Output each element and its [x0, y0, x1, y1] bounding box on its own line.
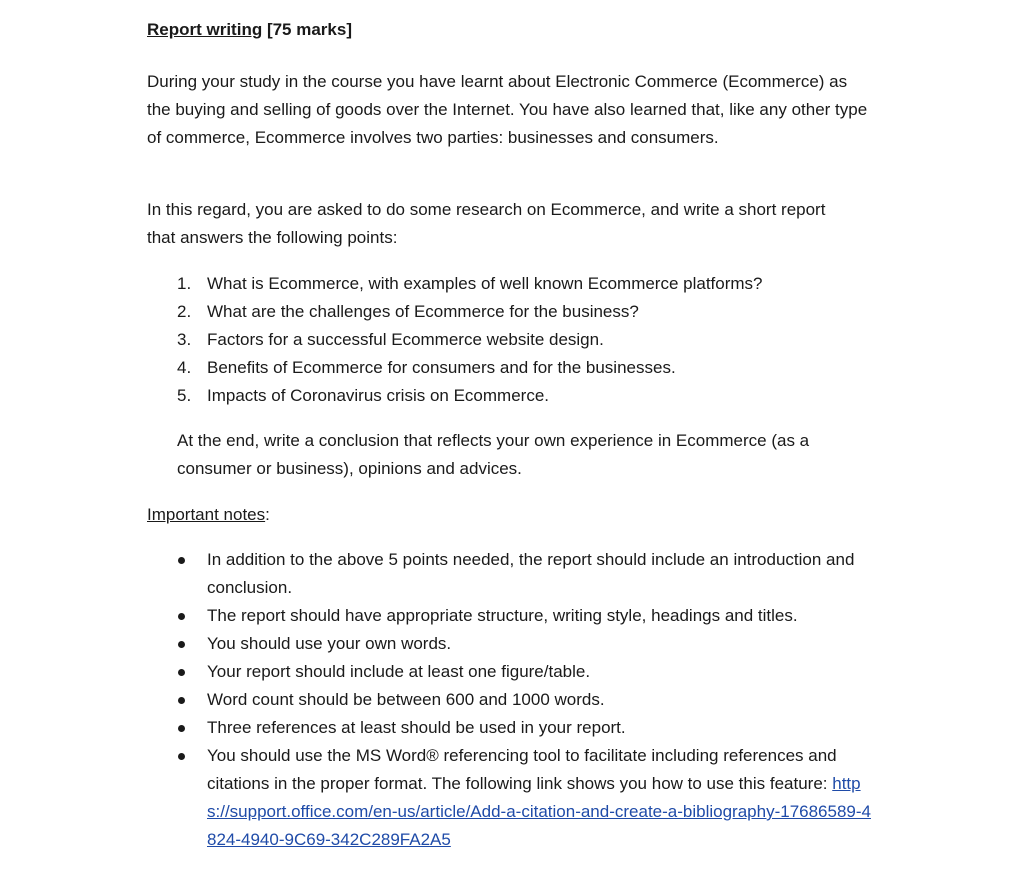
bullet-icon — [177, 686, 207, 714]
report-heading — [147, 20, 352, 40]
list-item: Three references at least should be used in your report. — [177, 714, 877, 742]
list-item: 4. Benefits of Ecommerce for consumers and for the businesses. — [177, 358, 676, 377]
bullet-icon — [177, 546, 207, 602]
list-item: Your report should include at least one figure/table. — [177, 658, 877, 686]
bullet-icon — [177, 714, 207, 742]
list-item: 1. What is Ecommerce, with examples of well known Ecommerce platforms? — [177, 274, 763, 293]
notes-title: Important notes — [147, 505, 266, 524]
list-item: Word count should be between 600 and 1000 words. — [177, 686, 877, 714]
intro-paragraph: During your study in the course you have learnt about Electronic Commerce (Ecommerce) as the buying and selling of goods over the Internet. You have also learned that, like any other type of commerce, Ecommerce involves two parties: businesses and consumers. — [147, 72, 868, 147]
notes-heading: Important notes: — [147, 505, 270, 524]
bullet-icon — [177, 658, 207, 686]
list-item: 3. Factors for a successful Ecommerce website design. — [177, 330, 604, 349]
task-paragraph: In this regard, you are asked to do some research on Ecommerce, and write a short report that answers the following points: — [147, 200, 826, 247]
points-list — [177, 270, 763, 410]
bullet-icon — [177, 742, 207, 854]
notes-list — [177, 546, 877, 854]
list-item: You should use your own words. — [177, 630, 877, 658]
report-title: Report writing — [147, 20, 263, 39]
list-item: In addition to the above 5 points needed, the report should include an introduction and conclusion. — [177, 546, 877, 602]
conclusion-paragraph: At the end, write a conclusion that reflects your own experience in Ecommerce (as a consumer or business), opinions and advices. — [177, 431, 810, 478]
report-marks: [75 marks] — [262, 20, 352, 39]
list-item: The report should have appropriate structure, writing style, headings and titles. — [177, 602, 877, 630]
list-item: 5. Impacts of Coronavirus crisis on Ecommerce. — [177, 386, 549, 405]
list-item: 2. What are the challenges of Ecommerce for the business? — [177, 302, 639, 321]
bullet-icon — [177, 602, 207, 630]
citation-help-link[interactable]: https://support.office.com/en-us/article/Add-a-citation-and-create-a-bibliography-17686589-4824-4940-9C69-342C289FA2A5 — [207, 774, 871, 849]
list-item: You should use the MS Word® referencing tool to facilitate including references and citations in the proper format. The following link shows you how to use this feature: https://support.office.com/en-us/article/Add-a-citation-and-create-a-bibliography-17686589-4824-4940-9C69-342C289FA2A5 — [177, 742, 877, 854]
bullet-icon — [177, 630, 207, 658]
